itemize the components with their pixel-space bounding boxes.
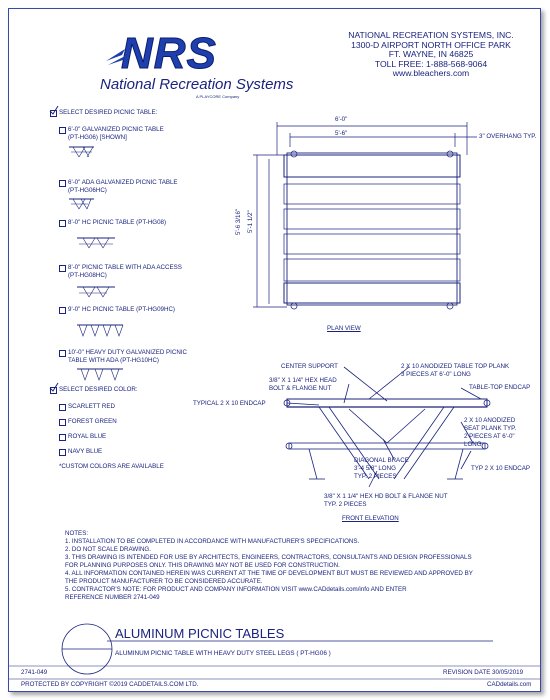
dim-inner-width: 5'-6" (335, 130, 348, 137)
note-4: 4. ALL INFORMATION CONTAINED HEREIN WAS CURRENT AT THE TIME OF DEVELOPMENT BUT MUST BE REVIEWED AND APPROVED BY (65, 570, 473, 577)
callout-brace-2: 3'-4 5/8" LONG (354, 465, 396, 472)
callout-center-support: CENTER SUPPORT (281, 363, 338, 370)
callout-seat-2: SEAT PLANK TYP. (464, 425, 517, 432)
dim-outer-width: 6'-0" (335, 116, 348, 123)
drawing-title: ALUMINUM PICNIC TABLES (115, 626, 285, 641)
drawing-subtitle: ALUMINUM PICNIC TABLE WITH HEAVY DUTY STEEL LEGS ( PT-HG06 ) (115, 650, 331, 657)
table-heading: SELECT DESIRED PICNIC TABLE: (59, 109, 158, 116)
company-logo-sub: A PLAYCORE Company (196, 94, 240, 99)
plan-view-label: PLAN VIEW (327, 325, 361, 332)
callout-brace-1: DIAGONAL BRACE (354, 457, 409, 464)
callout-seat-4: LONG (464, 441, 482, 448)
nrs-logo: NRS (121, 29, 217, 78)
note-1: 1. INSTALLATION TO BE COMPLETED IN ACCORDANCE WITH MANUFACTURER'S SPECIFICATIONS. (65, 538, 360, 545)
note-5-cont: REFERENCE NUMBER 2741-049 (65, 594, 160, 601)
note-2: 2. DO NOT SCALE DRAWING. (65, 546, 151, 553)
dim-inner-height: 5'-1 1/2" (247, 210, 254, 233)
callout-seat-3: 2 PIECES AT 6'-0" (464, 433, 515, 440)
drawing-sheet (8, 8, 541, 692)
callout-brace-3: TYP. 2 PIECES (354, 473, 397, 480)
dim-outer-height: 5'-6 3/16" (235, 208, 242, 235)
color-label-forest-green: FOREST GREEN (68, 418, 117, 425)
note-3: 3. THIS DRAWING IS INTENDED FOR USE BY ARCHITECTS, ENGINEERS, CONTRACTORS, CONSULTANTS AND DESIGN PROFESSIONALS (65, 554, 472, 561)
option-model-pt-hg08hc: (PT-HG08HC) (68, 272, 107, 279)
note-4-cont: THE PRODUCT MANUFACTURER TO BE CONSIDERED ACCURATE. (65, 578, 263, 585)
note-3-cont: FOR PLANNING PURPOSES ONLY. THIS DRAWING MAY NOT BE USED FOR CONSTRUCTION. (65, 562, 340, 569)
company-website[interactable]: www.bleachers.com (392, 68, 470, 79)
option-label-pt-hg06: 6'-0" GALVANIZED PICNIC TABLE (68, 126, 164, 133)
option-label-pt-hg09hc: 9'-0" HC PICNIC TABLE (PT-HG09HC) (68, 306, 175, 313)
callout-plank-2: 3 PIECES AT 6'-0" LONG (401, 371, 471, 378)
company-logo-name: National Recreation Systems (100, 76, 294, 93)
callout-bolt-2: TYP. 2 PIECES (324, 501, 367, 508)
custom-colors-note: *CUSTOM COLORS ARE AVAILABLE (59, 463, 164, 470)
notes-heading: NOTES: (65, 530, 89, 537)
callout-hex-head-1: 3/8" X 1 1/4" HEX HEAD (269, 377, 337, 384)
company-street: 1300-D AIRPORT NORTH OFFICE PARK (351, 39, 511, 50)
reference-number: 2741-049 (21, 669, 48, 676)
callout-typical-endcap: TYPICAL 2 X 10 ENDCAP (193, 400, 266, 407)
caddetails-link[interactable]: CADdetails.com (487, 681, 532, 688)
callout-plank-1: 2 X 10 ANODIZED TABLE TOP PLANK (401, 363, 510, 370)
color-label-royal-blue: ROYAL BLUE (68, 433, 107, 440)
option-model-pt-hg06hc: (PT-HG06HC) (68, 187, 107, 194)
callout-hex-head-2: BOLT & FLANGE NUT (269, 385, 332, 392)
color-label-navy-blue: NAVY BLUE (68, 448, 103, 455)
color-label-scarlett-red: SCARLETT RED (68, 403, 115, 410)
copyright-notice: PROTECTED BY COPYRIGHT ©2019 CADDETAILS.COM LTD. (21, 681, 199, 688)
callout-typ-endcap: TYP 2 X 10 ENDCAP (471, 465, 531, 472)
color-heading: SELECT DESIRED COLOR: (59, 386, 138, 393)
title-block-lines (9, 9, 540, 691)
option-label-pt-hg06hc: 6'-0" ADA GALVANIZED PICNIC TABLE (68, 179, 178, 186)
revision-date: REVISION DATE 30/05/2019 (443, 669, 524, 676)
company-city: FT. WAYNE, IN 46825 (388, 49, 474, 60)
front-elevation-label: FRONT ELEVATION (342, 515, 399, 522)
option-model-pt-hg10hc: TABLE WITH ADA (PT-HG10HC) (68, 357, 159, 364)
option-label-pt-hg08hc: 8'-0" PICNIC TABLE WITH ADA ACCESS (68, 264, 182, 271)
callout-seat-1: 2 X 10 ANODIZED (464, 417, 516, 424)
callout-bolt-1: 3/8" X 1 1/4" HEX HD BOLT & FLANGE NUT (324, 493, 448, 500)
note-5: 5. CONTRACTOR'S NOTE: FOR PRODUCT AND COMPANY INFORMATION VISIT www.CADdetails.com/info AND ENTER (65, 586, 407, 593)
option-model-pt-hg06: (PT-HG06) [SHOWN] (68, 134, 127, 141)
callout-tabletop-endcap: TABLE-TOP ENDCAP (469, 384, 531, 391)
dim-overhang: 3" OVERHANG TYP. (479, 133, 537, 140)
option-label-pt-hg08: 8'-0" HC PICNIC TABLE (PT-HG08) (68, 219, 167, 226)
company-name: NATIONAL RECREATION SYSTEMS, INC. (348, 30, 514, 40)
option-label-pt-hg10hc: 10'-0" HEAVY DUTY GALVANIZED PICNIC (68, 349, 188, 356)
company-phone: TOLL FREE: 1-888-568-9064 (374, 58, 488, 69)
